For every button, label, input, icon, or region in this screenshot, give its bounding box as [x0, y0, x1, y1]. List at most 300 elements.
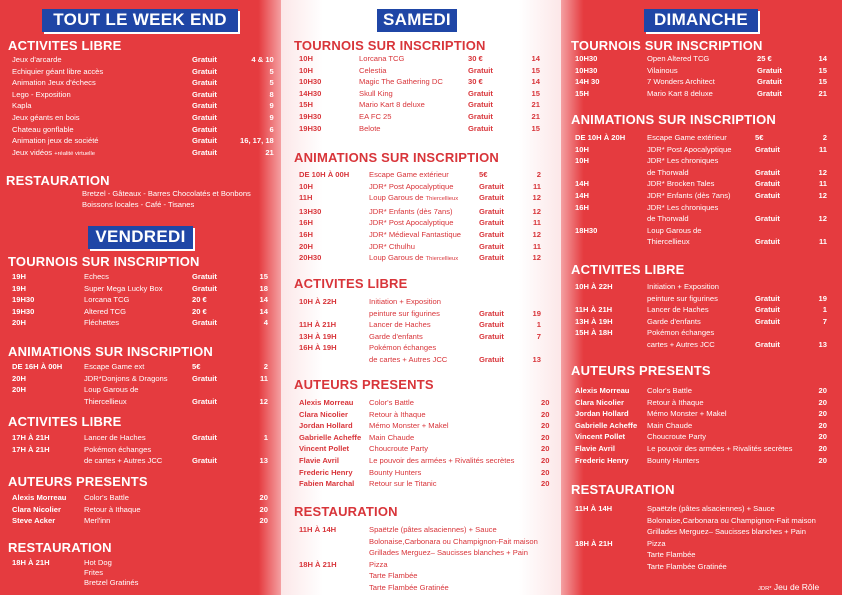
book-title: Bounty Hunters	[369, 467, 422, 477]
time: 19H	[12, 283, 26, 293]
section-title-tournois: TOURNOIS SUR INSCRIPTION	[571, 38, 763, 53]
stand-number: 2	[263, 362, 268, 371]
time: 19H30	[299, 123, 322, 133]
menu-item: Pizza	[647, 538, 666, 548]
event-name: Skull King	[359, 88, 393, 98]
price	[755, 281, 807, 293]
event-name: Lorcana TCG	[84, 295, 130, 305]
event-name: Fléchettes	[84, 318, 120, 328]
price	[192, 444, 240, 456]
book-title: Retour à Ithaque	[369, 409, 426, 419]
table-row	[299, 296, 541, 308]
time: 15H À 18H	[575, 328, 613, 338]
event-name: Thiercellieux	[84, 396, 127, 406]
animations-table	[12, 361, 268, 407]
price: 5€	[755, 133, 764, 142]
stand-number: 14	[259, 295, 268, 305]
table-row	[12, 54, 274, 66]
author-name: Flavie Avril	[299, 455, 339, 465]
stand-number: 1	[822, 305, 827, 315]
table-row	[299, 478, 549, 490]
auteurs-table	[12, 492, 268, 527]
author-name: Steve Acker	[12, 516, 56, 526]
price	[479, 342, 531, 354]
footer-jdr: JDR*	[758, 586, 772, 592]
time: 20H	[299, 241, 313, 251]
event-name: JDR* Les chroniques	[647, 202, 719, 212]
table-row	[575, 178, 827, 190]
stand-number: 1	[263, 433, 268, 442]
price: Gratuit	[479, 320, 504, 330]
event-name: Escape Game ext	[84, 362, 145, 371]
day-title-samedi: SAMEDI	[377, 9, 457, 32]
activity-name: Lego - Exposition	[12, 89, 71, 99]
stand-number: 12	[532, 229, 541, 239]
stand-number	[807, 155, 827, 167]
stand-number: 20	[818, 397, 827, 407]
price: Gratuit	[192, 55, 217, 64]
stand-number: 21	[265, 147, 274, 157]
author-name: Frederic Henry	[575, 455, 629, 465]
stand-number: 14	[531, 77, 540, 87]
stand-number: 20	[541, 467, 550, 477]
time: DE 16H À 00H	[12, 362, 63, 371]
book-title: Le pouvoir des armées + Rivalités secrètes	[647, 443, 793, 453]
time: 13H À 19H	[575, 316, 613, 326]
section-title-animations: ANIMATIONS SUR INSCRIPTION	[294, 150, 500, 165]
event-name: Thiercellieux	[647, 237, 690, 247]
table-row	[12, 396, 268, 408]
price	[192, 384, 240, 396]
time: 15H	[575, 88, 589, 98]
restauration-item: Bretzel Gratinés	[84, 578, 139, 587]
price: Gratuit	[757, 65, 782, 75]
restauration-item: Frites	[84, 568, 103, 577]
stand-number: 15	[531, 88, 540, 98]
stand-number: 2	[536, 170, 541, 179]
time: 14H30	[299, 88, 322, 98]
event-name: Escape Game extérieur	[369, 170, 449, 179]
time	[299, 570, 369, 582]
table-row	[575, 408, 827, 420]
event-name: Echecs	[84, 272, 109, 281]
day-title-dimanche: DIMANCHE	[644, 9, 758, 32]
book-title: Color's Battle	[84, 493, 129, 502]
price	[755, 202, 807, 214]
event-name: JDR* Cthulhu	[369, 241, 416, 251]
stand-number: 15	[531, 65, 540, 75]
stand-number: 15	[818, 77, 827, 87]
stand-number: 21	[531, 100, 540, 110]
stand-number: 20	[259, 504, 268, 514]
stand-number: 5	[269, 66, 274, 76]
table-row	[299, 76, 540, 88]
time	[575, 526, 647, 538]
time: 10H30	[575, 54, 598, 63]
event-name: JDR* Les chroniques	[647, 156, 719, 166]
price: Gratuit	[479, 354, 504, 364]
author-name: Fabien Marchal	[299, 479, 355, 489]
menu-item: Bolonaise,Carbonara ou Champignon-Fait maison	[369, 536, 538, 546]
table-row	[575, 526, 837, 538]
table-row	[575, 316, 827, 328]
time: 18H À 21H	[299, 559, 337, 569]
table-row	[575, 144, 827, 156]
book-title: Choucroute Party	[647, 432, 707, 442]
activity-name: Animation jeux de société	[12, 136, 99, 146]
price: Gratuit	[755, 179, 780, 189]
restauration-item: Hot Dog	[84, 558, 112, 567]
event-name: Initiation + Exposition	[369, 297, 441, 306]
event-name: de Thorwald	[647, 214, 689, 224]
table-row	[299, 88, 540, 100]
stand-number	[807, 202, 827, 214]
stand-number: 4 & 10	[251, 55, 274, 64]
section-title-restauration-2: RESTAURATION	[8, 540, 112, 555]
tournois-table	[575, 53, 827, 99]
activity-name: Jeux vidéos +réalité virtuelle	[12, 147, 95, 157]
stand-number: 13	[259, 456, 268, 466]
book-title: Merl'inn	[84, 516, 111, 526]
activity-name: Jeux géants en bois	[12, 112, 80, 122]
stand-number: 15	[818, 65, 827, 75]
price	[755, 155, 807, 167]
table-row	[12, 112, 274, 124]
column-dimanche	[561, 0, 842, 595]
table-row	[575, 503, 837, 515]
table-row	[299, 536, 549, 548]
price: Gratuit	[755, 190, 780, 200]
table-row	[299, 331, 541, 343]
stand-number: 4	[263, 318, 268, 328]
price	[755, 225, 807, 237]
author-name: Alexis Morreau	[12, 493, 67, 502]
event-name: Lancer de Haches	[369, 320, 431, 330]
time: 15H	[299, 100, 313, 110]
table-row	[299, 354, 541, 366]
restauration-time: 18H À 21H	[12, 558, 50, 567]
event-name: JDR* Post Apocalyptique	[369, 181, 454, 191]
table-row	[299, 467, 549, 479]
stand-number: 20	[818, 409, 827, 419]
section-title-auteurs: AUTEURS PRESENTS	[571, 363, 711, 378]
menu-item: Spaëtzle (pâtes alsaciennes) + Sauce	[369, 525, 497, 534]
event-name: Lancer de Haches	[647, 305, 709, 315]
stand-number	[531, 342, 541, 354]
stand-number: 13	[818, 339, 827, 349]
stand-number: 19	[818, 293, 827, 303]
stand-number: 12	[818, 167, 827, 177]
stand-number: 7	[822, 316, 827, 326]
time	[575, 236, 647, 248]
event-name: Lancer de Haches	[84, 433, 146, 442]
event-name: Belote	[359, 123, 381, 133]
event-name: de cartes + Autres JCC	[84, 456, 163, 466]
menu-item: Tarte Flambée Gratinée	[369, 582, 449, 592]
table-row	[575, 549, 837, 561]
animations-table	[575, 132, 827, 248]
restauration-table	[575, 503, 837, 573]
column-weekend-vendredi	[0, 0, 281, 595]
stand-number	[240, 444, 268, 456]
section-title-activites: ACTIVITES LIBRE	[571, 262, 685, 277]
time: 10H À 22H	[299, 297, 337, 306]
author-name: Flavie Avril	[575, 443, 615, 453]
table-row	[575, 76, 827, 88]
stand-number: 11	[818, 144, 827, 154]
table-row	[12, 271, 268, 283]
book-title: Bounty Hunters	[647, 455, 700, 465]
price: Gratuit	[192, 396, 217, 406]
price: Gratuit	[755, 316, 780, 326]
price: Gratuit	[479, 206, 504, 216]
column-samedi	[281, 0, 561, 595]
stand-number: 9	[269, 112, 274, 122]
price: Gratuit	[468, 100, 493, 110]
stand-number: 20	[541, 432, 550, 442]
tournois-table	[12, 271, 268, 329]
stand-number: 12	[532, 206, 541, 216]
stand-number: 2	[822, 133, 827, 142]
author-name: Vincent Pollet	[575, 432, 626, 442]
stand-number: 11	[259, 373, 268, 383]
author-name: Gabrielle Acheffe	[299, 432, 362, 442]
menu-item: Grillades Merguez– Saucisses blanches + Pain	[369, 548, 528, 558]
menu-item: Tarte Flambée	[369, 571, 418, 581]
author-name: Clara Nicolier	[12, 504, 61, 514]
table-row	[12, 384, 268, 396]
table-row	[575, 225, 827, 237]
stand-number	[240, 384, 268, 396]
table-row	[299, 409, 549, 421]
table-row	[12, 89, 274, 101]
auteurs-table	[299, 397, 549, 490]
event-name: JDR* Brocken Tales	[647, 179, 715, 189]
stand-number: 11	[532, 241, 541, 251]
table-row	[12, 504, 268, 516]
price: Gratuit	[192, 78, 217, 88]
time	[575, 167, 647, 179]
time: 20H	[12, 385, 26, 395]
event-name: Mario Kart 8 deluxe	[359, 100, 425, 110]
time: 17H À 21H	[12, 433, 50, 442]
event-name: Initiation + Exposition	[647, 282, 719, 291]
book-title: Color's Battle	[647, 386, 692, 395]
book-title: Main Chaude	[647, 420, 693, 430]
price: Gratuit	[192, 89, 217, 99]
table-row	[299, 192, 541, 206]
price: Gratuit	[468, 111, 493, 121]
price: Gratuit	[479, 331, 504, 341]
stand-number: 21	[531, 111, 540, 121]
table-row	[575, 420, 827, 432]
time: 10H	[299, 181, 313, 191]
event-name: JDR* Médieval Fantastique	[369, 229, 462, 239]
event-name: EA FC 25	[359, 111, 392, 121]
event-name: Escape Game extérieur	[647, 133, 727, 142]
time	[575, 213, 647, 225]
stand-number: 7	[536, 331, 541, 341]
time	[299, 354, 369, 366]
table-row	[575, 53, 827, 65]
activity-name: Kapla	[12, 101, 32, 111]
table-row	[299, 547, 549, 559]
time: 18H À 21H	[575, 538, 613, 548]
author-name: Jordan Hollard	[575, 409, 629, 419]
price: Gratuit	[755, 305, 780, 315]
time: 19H30	[12, 306, 35, 316]
table-row	[575, 385, 827, 397]
table-row	[575, 538, 837, 550]
table-row	[575, 88, 827, 100]
book-title: Color's Battle	[369, 398, 414, 407]
table-row	[299, 432, 549, 444]
price: Gratuit	[468, 88, 493, 98]
stand-number: 20	[541, 398, 550, 407]
price: Gratuit	[755, 167, 780, 177]
section-title-tournois: TOURNOIS SUR INSCRIPTION	[8, 254, 200, 269]
table-row	[299, 65, 540, 77]
table-row	[575, 190, 827, 202]
activity-name: Jeux d'arcarde	[12, 55, 62, 64]
event-name: JDR* Post Apocalyptique	[369, 218, 454, 228]
price: Gratuit	[755, 144, 780, 154]
stand-number: 20	[818, 432, 827, 442]
stand-number: 20	[541, 421, 550, 431]
table-row	[299, 123, 540, 135]
table-row	[12, 373, 268, 385]
event-name: Loup Garous de Thiercellieux	[369, 253, 459, 263]
price: Gratuit	[192, 124, 217, 134]
event-name: Garde d'enfants	[369, 331, 423, 341]
event-name: Vilainous	[647, 65, 678, 75]
event-name: Pokémon échanges	[84, 444, 152, 454]
book-title: Retour sur le Titanic	[369, 479, 437, 489]
table-row	[12, 124, 274, 136]
table-row	[12, 100, 274, 112]
time: 16H	[299, 218, 313, 228]
table-row	[299, 559, 549, 571]
stand-number: 15	[531, 123, 540, 133]
time: 10H À 22H	[575, 282, 613, 291]
table-row	[12, 361, 268, 373]
time: 17H À 21H	[12, 444, 50, 454]
price: Gratuit	[479, 181, 504, 191]
section-title-auteurs: AUTEURS PRESENTS	[294, 377, 434, 392]
time: 11H À 21H	[299, 320, 337, 330]
author-name: Alexis Morreau	[575, 386, 630, 395]
event-name: cartes + Autres JCC	[647, 339, 715, 349]
time: DE 10H À 00H	[299, 170, 350, 179]
stand-number: 20	[541, 455, 550, 465]
stand-number: 11	[532, 218, 541, 228]
book-title: Choucroute Party	[369, 444, 429, 454]
table-row	[299, 524, 549, 536]
table-row	[575, 167, 827, 179]
stand-number: 15	[259, 272, 268, 281]
footer-label: Jeu de Rôle	[773, 582, 820, 592]
table-row	[299, 443, 549, 455]
event-name: 7 Wonders Architect	[647, 77, 715, 87]
author-name: Gabrielle Acheffe	[575, 420, 638, 430]
price: Gratuit	[479, 218, 504, 228]
table-row	[12, 135, 274, 147]
stand-number: 12	[818, 214, 827, 224]
table-row	[12, 294, 268, 306]
section-title-animations: ANIMATIONS SUR INSCRIPTION	[8, 344, 214, 359]
price	[755, 327, 807, 339]
auteurs-table	[575, 385, 827, 466]
time: 19H30	[12, 295, 35, 305]
stand-number: 20	[818, 443, 827, 453]
price: Gratuit	[468, 65, 493, 75]
event-name: Super Mega Lucky Box	[84, 283, 163, 293]
time: 11H À 14H	[299, 525, 337, 534]
table-row	[299, 252, 541, 266]
table-row	[299, 217, 541, 229]
event-name: Loup Garous de	[647, 225, 702, 235]
stand-number: 20	[259, 493, 268, 502]
price: Gratuit	[192, 272, 217, 281]
stand-number: 14	[818, 54, 827, 63]
time	[575, 515, 647, 527]
event-name: Open Altered TCG	[647, 54, 710, 63]
book-title: Le pouvoir des armées + Rivalités secrètes	[369, 455, 515, 465]
event-name: Pokémon échanges	[369, 343, 437, 353]
price: 20 €	[192, 306, 207, 316]
time: 13H À 19H	[299, 331, 337, 341]
table-row	[575, 397, 827, 409]
table-row	[12, 283, 268, 295]
table-row	[299, 319, 541, 331]
table-row	[299, 181, 541, 193]
price: Gratuit	[479, 253, 504, 263]
section-title-activites: ACTIVITES LIBRE	[294, 276, 408, 291]
table-row	[12, 306, 268, 318]
event-name: Altered TCG	[84, 306, 127, 316]
stand-number: 1	[536, 320, 541, 330]
table-row	[12, 432, 268, 444]
event-name: de cartes + Autres JCC	[369, 354, 448, 364]
event-name: Mario Kart 8 deluxe	[647, 88, 713, 98]
event-name: Pokémon échanges	[647, 328, 715, 338]
table-row	[299, 397, 549, 409]
event-name: Garde d'enfants	[647, 316, 701, 326]
time: 14H 30	[575, 77, 600, 87]
event-name: de Thorwald	[647, 167, 689, 177]
restauration-line: Bretzel - Gâteaux - Barres Chocolatés et Bonbons	[82, 189, 251, 198]
table-row	[299, 342, 541, 354]
section-title-activites: ACTIVITES LIBRE	[8, 38, 122, 53]
stand-number	[531, 296, 541, 308]
time	[12, 396, 84, 408]
event-name: Celestia	[359, 65, 387, 75]
book-title: Retour à Ithaque	[647, 397, 704, 407]
author-name: Clara Nicolier	[575, 397, 624, 407]
price: 30 €	[468, 54, 483, 63]
table-row	[299, 229, 541, 241]
table-row	[575, 455, 827, 467]
stand-number: 20	[541, 479, 550, 489]
tournois-table	[299, 53, 540, 134]
event-name: Lorcana TCG	[359, 54, 405, 63]
time	[299, 536, 369, 548]
table-row	[575, 339, 827, 351]
stand-number: 6	[269, 124, 274, 134]
time: 18H30	[575, 225, 598, 235]
stand-number: 20	[818, 420, 827, 430]
section-title-activites-2: ACTIVITES LIBRE	[8, 414, 122, 429]
